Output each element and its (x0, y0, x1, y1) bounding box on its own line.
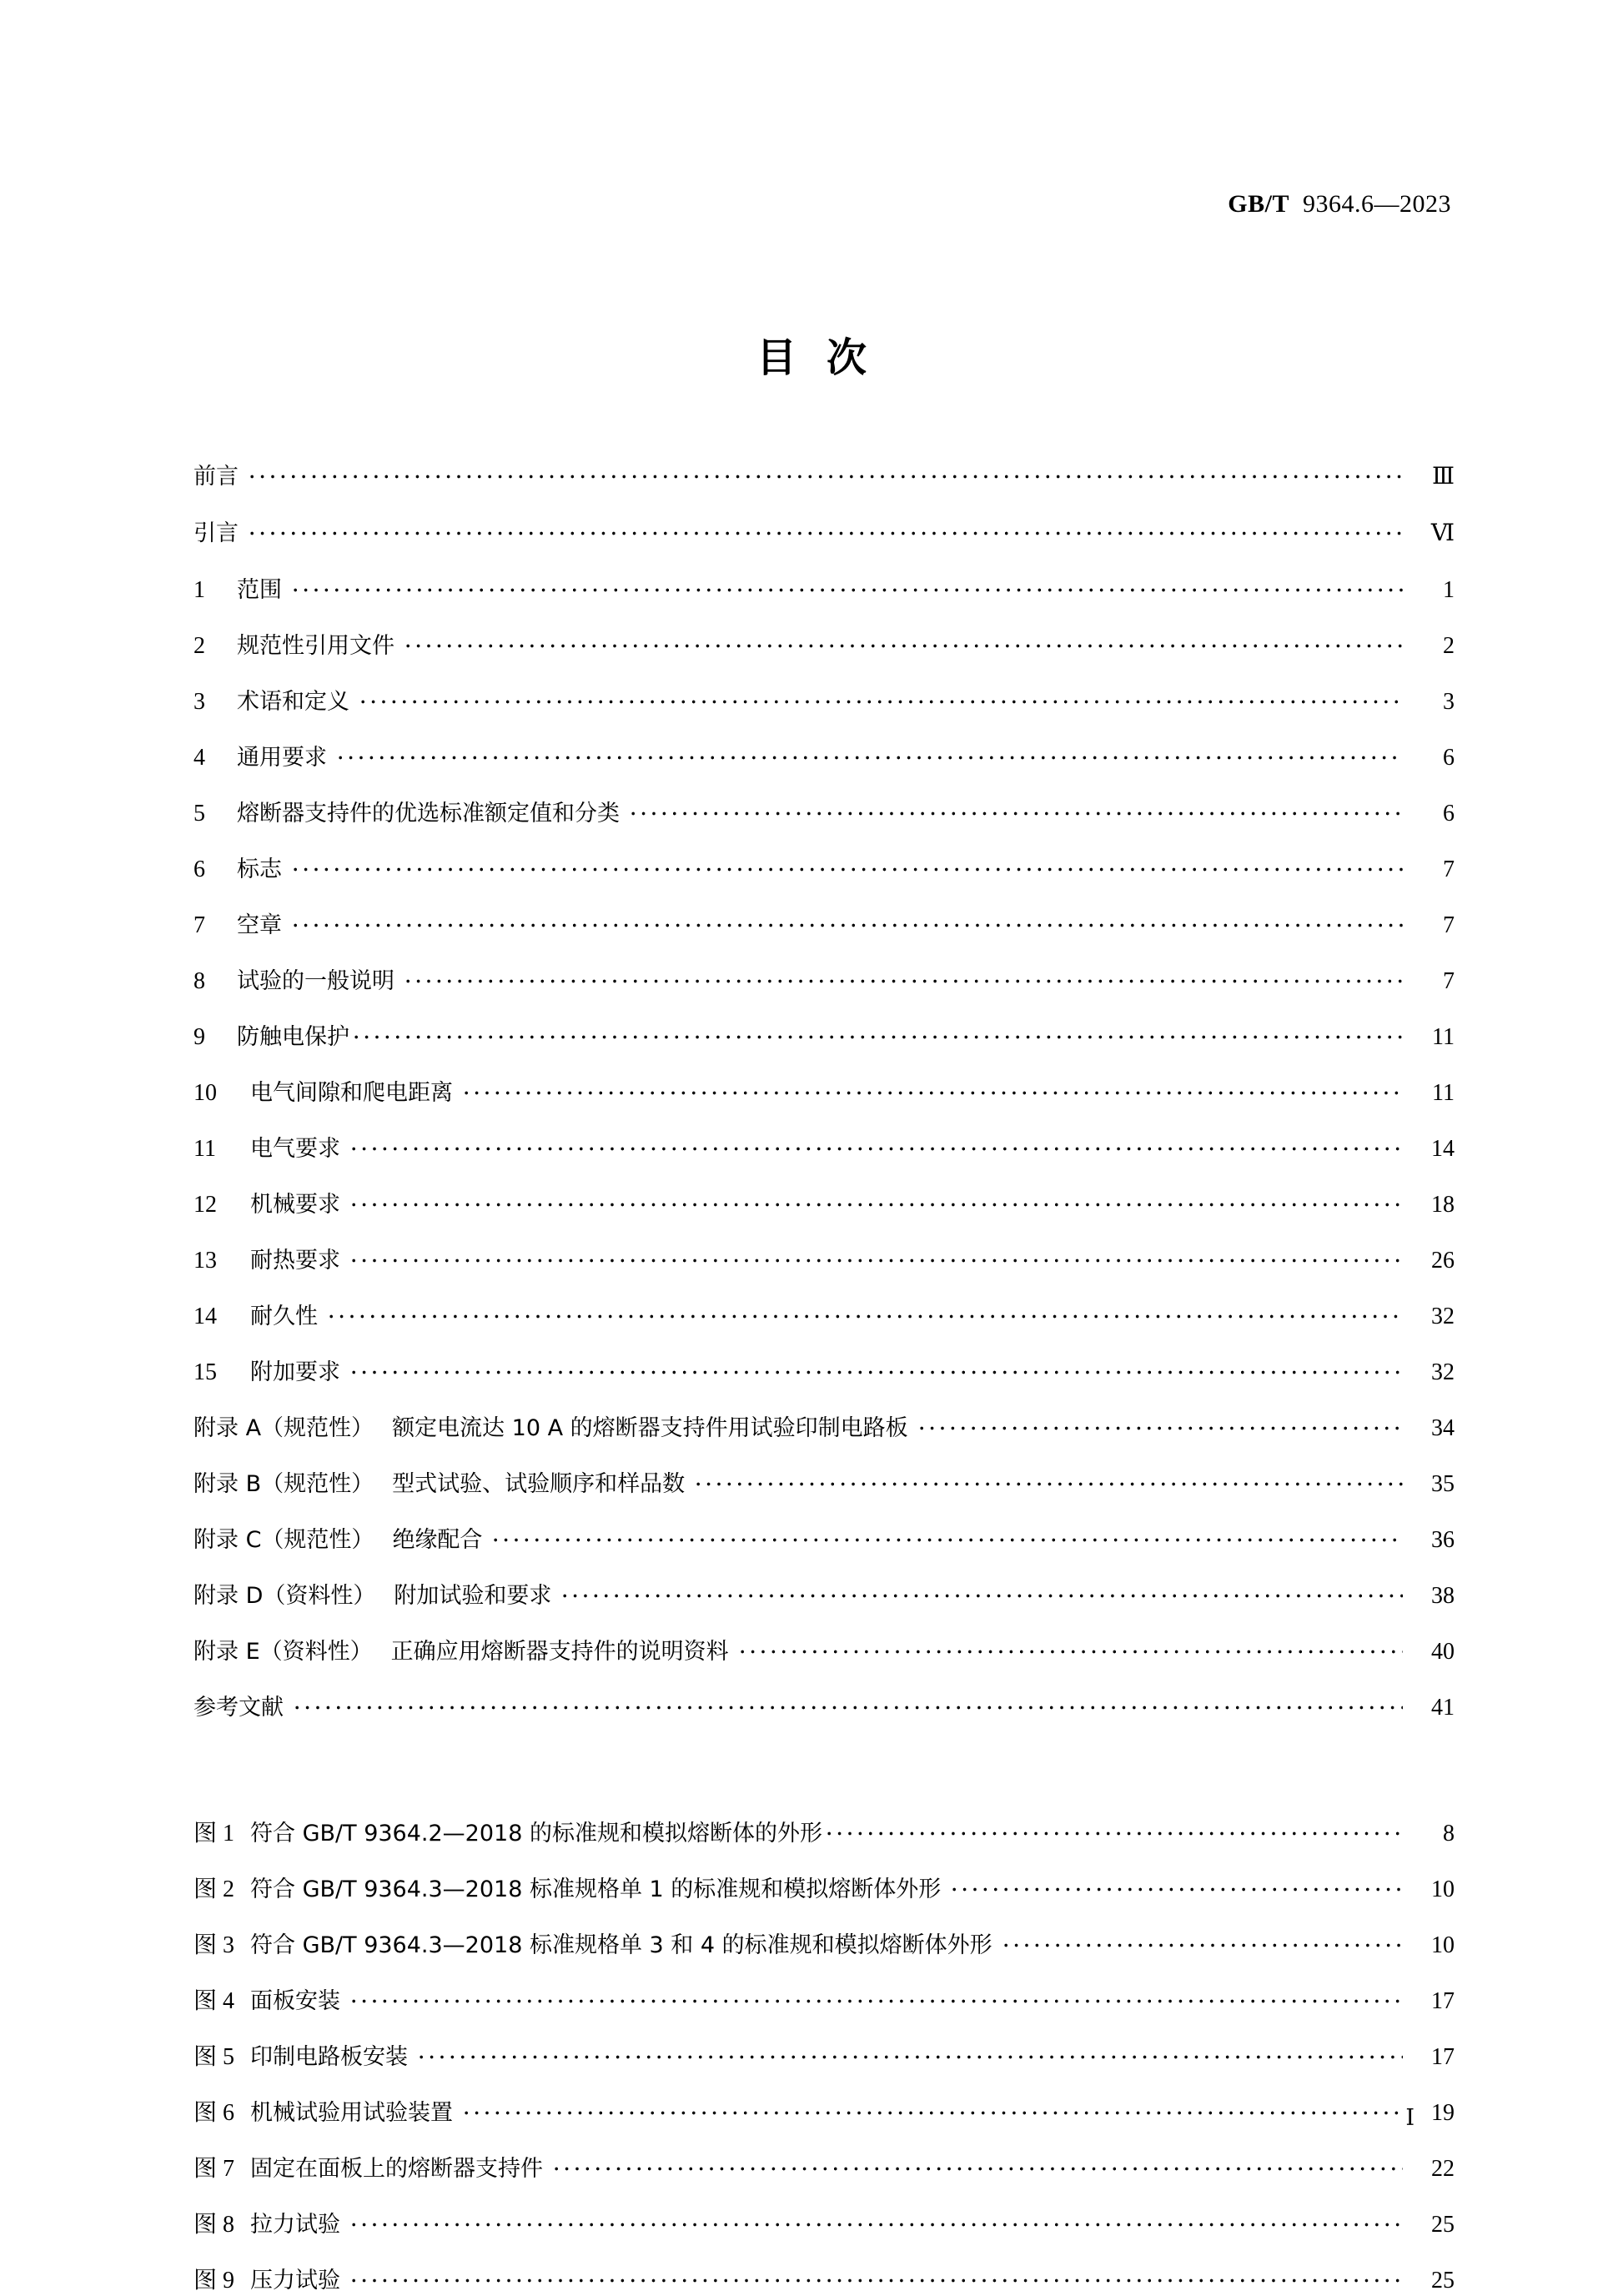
toc-page-number: 40 (1431, 1639, 1455, 1665)
leader-dots (349, 1188, 1403, 1212)
toc-number: 14 (193, 1304, 217, 1329)
toc-page-number: 32 (1431, 1359, 1455, 1385)
toc-label: 术语和定义 (237, 689, 349, 715)
toc-number: 9 (193, 1024, 205, 1050)
toc-label: 范围 (237, 577, 282, 603)
toc-page-number: 8 (1443, 1821, 1455, 1846)
section-spacer (193, 1747, 1455, 1817)
toc-label: 压力试验 (250, 2268, 340, 2293)
toc-label: 符合 GB/T 9364.3—2018 标准规格单 3 和 4 的标准规和模拟熔断体外形 (250, 1932, 992, 1958)
toc-entry-bibliography[interactable] (193, 1691, 1455, 1730)
figure-number: 图 5 (193, 2044, 235, 2070)
toc-entry-figure-1[interactable] (193, 1817, 1455, 1856)
toc-label: 耐久性 (250, 1304, 318, 1329)
toc-number: 13 (193, 1248, 217, 1274)
toc-label: 电气间隙和爬电距离 (250, 1080, 453, 1106)
toc-number: 7 (193, 912, 205, 938)
toc-number: 6 (193, 857, 205, 882)
toc-page-number: 11 (1432, 1024, 1455, 1050)
toc-label: 耐热要求 (250, 1248, 340, 1274)
toc-page-number: 22 (1431, 2156, 1455, 2182)
toc-page-number: 14 (1431, 1136, 1455, 1162)
leader-dots (461, 2097, 1403, 2120)
annex-heading: 附录 D（资料性） (193, 1583, 376, 1609)
annex-heading: 附录 B（规范性） (193, 1471, 374, 1497)
toc-entry-clause-15[interactable] (193, 1356, 1455, 1394)
figure-number: 图 3 (193, 1932, 235, 1958)
leader-dots (247, 517, 1403, 540)
toc-entry-figure-8[interactable] (193, 2208, 1455, 2247)
toc-entry-clause-9[interactable] (193, 1021, 1455, 1059)
toc-label: 机械要求 (250, 1192, 340, 1218)
page-title: 目次 (756, 334, 897, 381)
toc-page-number: 41 (1431, 1695, 1455, 1721)
figure-number: 图 2 (193, 1876, 235, 1902)
toc-number: 10 (193, 1080, 217, 1106)
toc-label: 附加要求 (250, 1359, 340, 1385)
leader-dots (917, 1412, 1403, 1435)
toc-page-number: 3 (1443, 689, 1455, 715)
toc-page-number: 17 (1431, 1988, 1455, 2014)
leader-dots (560, 1580, 1403, 1603)
toc-page-number: 10 (1431, 1876, 1455, 1902)
leader-dots (292, 1691, 1403, 1715)
toc-entry-annex-c[interactable] (193, 1524, 1455, 1562)
toc-page-number: 25 (1431, 2268, 1455, 2293)
toc-entry-preface[interactable] (193, 460, 1455, 499)
toc-page-number: 2 (1443, 633, 1455, 659)
annex-heading: 附录 C（规范性） (193, 1527, 374, 1553)
toc-label: 符合 GB/T 9364.2—2018 的标准规和模拟熔断体的外形 (250, 1821, 822, 1846)
leader-dots (1001, 1929, 1403, 1952)
toc-number: 5 (193, 801, 205, 826)
toc-label: 附加试验和要求 (394, 1583, 552, 1609)
toc-page-number: 35 (1431, 1471, 1455, 1497)
leader-dots (349, 1985, 1403, 2008)
toc-label: 试验的一般说明 (237, 968, 394, 994)
toc-entry-clause-12[interactable] (193, 1188, 1455, 1227)
toc-number: 12 (193, 1192, 217, 1218)
toc-label: 面板安装 (250, 1988, 340, 2014)
running-header (1228, 190, 1451, 219)
leader-dots (349, 1244, 1403, 1268)
toc-entry-introduction[interactable] (193, 517, 1455, 555)
leader-dots (403, 630, 1403, 653)
page-folio: Ⅰ (1405, 2105, 1414, 2130)
figure-number: 图 6 (193, 2100, 235, 2126)
leader-dots (416, 2041, 1403, 2064)
toc-page-number: 36 (1431, 1527, 1455, 1553)
figure-number: 图 4 (193, 1988, 235, 2014)
toc-entry-clause-11[interactable] (193, 1133, 1455, 1171)
toc-entry-figure-4[interactable] (193, 1985, 1455, 2023)
annex-heading: 附录 A（规范性） (193, 1415, 374, 1441)
toc-page-number: Ⅵ (1430, 520, 1455, 546)
standard-number: 9364.6—2023 (1303, 190, 1451, 218)
leader-dots (628, 797, 1403, 821)
leader-dots (349, 1133, 1403, 1156)
leader-dots (551, 2153, 1403, 2176)
toc-entry-clause-3[interactable] (193, 686, 1455, 724)
leader-dots (349, 1356, 1403, 1379)
toc-page-number: 7 (1443, 912, 1455, 938)
leader-dots (349, 2264, 1403, 2288)
toc-page-number: 19 (1431, 2100, 1455, 2126)
toc-entry-clause-2[interactable] (193, 630, 1455, 668)
leader-dots (326, 1300, 1403, 1324)
toc-number: 4 (193, 745, 205, 771)
leader-dots (290, 909, 1403, 932)
leader-dots (290, 574, 1403, 597)
leader-dots (351, 1021, 1403, 1044)
figure-number: 图 9 (193, 2268, 235, 2293)
standard-prefix: GB/T (1228, 190, 1289, 218)
leader-dots (290, 853, 1403, 877)
toc-label: 通用要求 (237, 745, 327, 771)
toc-label: 额定电流达 10 A 的熔断器支持件用试验印制电路板 (392, 1415, 908, 1441)
toc-page-number: 34 (1431, 1415, 1455, 1441)
toc-number: 11 (193, 1136, 216, 1162)
toc-label: 型式试验、试验顺序和样品数 (392, 1471, 686, 1497)
toc-label: 正确应用熔断器支持件的说明资料 (390, 1639, 729, 1665)
toc-page-number: 6 (1443, 745, 1455, 771)
toc-entry-figure-3[interactable] (193, 1929, 1455, 1967)
toc-page-number: 1 (1443, 577, 1455, 603)
toc-page-number: 6 (1443, 801, 1455, 826)
toc-number: 8 (193, 968, 205, 994)
toc-number: 2 (193, 633, 205, 659)
toc-entry-clause-14[interactable] (193, 1300, 1455, 1339)
toc-label: 印制电路板安装 (250, 2044, 408, 2070)
toc-number: 15 (193, 1359, 217, 1385)
leader-dots (358, 686, 1403, 709)
toc-label: 熔断器支持件的优选标准额定值和分类 (237, 801, 620, 826)
leader-dots (247, 460, 1403, 484)
toc-page-number: Ⅲ (1431, 464, 1455, 490)
toc-entry-figure-2[interactable] (193, 1873, 1455, 1912)
leader-dots (403, 965, 1403, 988)
toc-entry-clause-13[interactable] (193, 1244, 1455, 1283)
toc-entry-clause-1[interactable] (193, 574, 1455, 612)
leader-dots (693, 1468, 1403, 1491)
annex-heading: 附录 E（资料性） (193, 1639, 373, 1665)
toc-page-number: 18 (1431, 1192, 1455, 1218)
toc-page-number: 7 (1443, 857, 1455, 882)
figure-number: 图 8 (193, 2212, 235, 2238)
toc-entry-figure-7[interactable] (193, 2153, 1455, 2191)
toc-label: 空章 (237, 912, 282, 938)
toc-page-number: 38 (1431, 1583, 1455, 1609)
toc-label: 前言 (193, 464, 239, 490)
leader-dots (349, 2208, 1403, 2232)
toc-page-number: 17 (1431, 2044, 1455, 2070)
leader-dots (335, 741, 1403, 765)
figure-number: 图 7 (193, 2156, 235, 2182)
toc-entry-annex-d[interactable] (193, 1580, 1455, 1618)
leader-dots (461, 1077, 1403, 1100)
figure-number: 图 1 (193, 1821, 235, 1846)
toc-page-number: 32 (1431, 1304, 1455, 1329)
toc-entry-clause-8[interactable] (193, 965, 1455, 1003)
toc-label: 固定在面板上的熔断器支持件 (250, 2156, 543, 2182)
toc-label: 符合 GB/T 9364.3—2018 标准规格单 1 的标准规和模拟熔断体外形 (250, 1876, 942, 1902)
toc-entry-clause-6[interactable] (193, 853, 1455, 892)
toc-entry-annex-b[interactable] (193, 1468, 1455, 1506)
toc-label: 机械试验用试验装置 (250, 2100, 453, 2126)
table-of-contents (193, 460, 1455, 2296)
toc-label: 引言 (193, 520, 239, 546)
toc-page-number: 25 (1431, 2212, 1455, 2238)
toc-label: 拉力试验 (250, 2212, 340, 2238)
toc-label: 标志 (237, 857, 282, 882)
toc-page-number: 7 (1443, 968, 1455, 994)
leader-dots (737, 1635, 1403, 1659)
toc-entry-clause-7[interactable] (193, 909, 1455, 947)
leader-dots (824, 1817, 1403, 1841)
toc-entry-figure-9[interactable] (193, 2264, 1455, 2296)
toc-label: 规范性引用文件 (237, 633, 394, 659)
toc-entry-annex-e[interactable] (193, 1635, 1455, 1674)
toc-page-number: 11 (1432, 1080, 1455, 1106)
toc-entry-clause-10[interactable] (193, 1077, 1455, 1115)
toc-entry-clause-4[interactable] (193, 741, 1455, 780)
toc-entry-annex-a[interactable] (193, 1412, 1455, 1450)
toc-entry-figure-6[interactable] (193, 2097, 1455, 2135)
toc-label: 参考文献 (193, 1695, 284, 1721)
toc-number: 3 (193, 689, 205, 715)
toc-page-number: 26 (1431, 1248, 1455, 1274)
toc-label: 防触电保护 (237, 1024, 349, 1050)
toc-page-number: 10 (1431, 1932, 1455, 1958)
toc-label: 绝缘配合 (392, 1527, 483, 1553)
leader-dots (490, 1524, 1403, 1547)
leader-dots (949, 1873, 1403, 1897)
toc-entry-figure-5[interactable] (193, 2041, 1455, 2079)
toc-label: 电气要求 (250, 1136, 340, 1162)
toc-entry-clause-5[interactable] (193, 797, 1455, 836)
toc-number: 1 (193, 577, 205, 603)
